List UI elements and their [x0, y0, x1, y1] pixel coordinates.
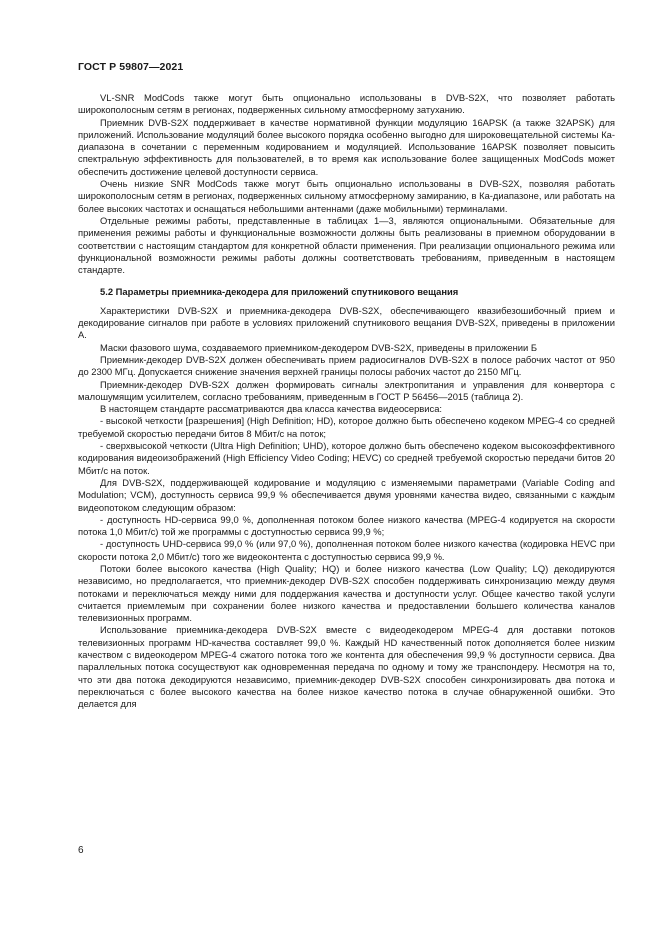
- list-item: - доступность HD-сервиса 99,0 %, дополненная потоком более низкого качества (MPEG-4 кодируется на скорости потока 1,0 Мбит/с) той же программы с доступностью сервиса 99,9 %;: [78, 513, 615, 538]
- paragraph: Характеристики DVB-S2X и приемника-декодера DVB-S2X, обеспечивающего квазибезошибочный прием и декодирование сигналов при работе в условиях приложений спутникового вещания DVB-S2X, приведены в приложении А.: [78, 304, 615, 341]
- paragraph: В настоящем стандарте рассматриваются два класса качества видеосервиса:: [100, 403, 443, 415]
- list-item: - сверхвысокой четкости (Ultra High Definition; UHD), которое должно быть обеспечено кодеком высокоэффективного кодирования видеоизображений (High Efficiency Video Coding; HEVC) со средней требуемой скоростью передачи битов 20 Мбит/с на поток.: [78, 440, 615, 476]
- paragraph: Приемник-декодер DVB-S2X должен обеспечивать прием радиосигналов DVB-S2X в полосе рабочих частот от 950 до 2300 МГц. Допускается снижение значения верхней границы полосы рабочих частот до 2150 МГц.: [78, 353, 615, 378]
- list-item: - доступность UHD-сервиса 99,0 % (или 97,0 %), дополненная потоком более низкого качества (кодировка HEVC при скорости потока 2,0 Мбит/с) того же видеоконтента с доступностью сервиса 99,9 %.: [78, 538, 615, 562]
- paragraph: VL-SNR ModCods также могут быть опционально использованы в DVB-S2X, что позволяет работать широкополосным сетям в регионах, подверженных сильному атмосферному затуханию.: [78, 92, 615, 116]
- paragraph: Приемник DVB-S2X поддерживает в качестве нормативной функции модуляцию 16APSK (а также 32APSK) для приложений. Использование модуляций более высокого порядка особенно выгодно для широковещательной системы Ка-диапазона в сочетании с переменным кодированием и модуляцией. Использование 16APSK позволяет повысить спектральную эффективность для пользователей, в то время как использование более защищенных ModCods может обеспечить достижение целевой доступности сервиса.: [78, 116, 615, 177]
- paragraph: Потоки более высокого качества (High Quality; HQ) и более низкого качества (Low Quality; LQ) декодируются независимо, но предполагается, что приемник-декодер DVB-S2X способен поддерживать синхронизацию между двумя потоками и переключаться между ними для поддержания качества и доступности услуг. Общее качество такой услуги считается приемлемым при сохранении более низкого качества и предоставлении большего количества каналов телевизионных программ.: [78, 562, 615, 624]
- page-number: 6: [78, 845, 84, 856]
- body-text: [78, 92, 615, 711]
- paragraph: Использование приемника-декодера DVB-S2X вместе с видеодекодером MPEG-4 для доставки потоков телевизионных программ HD-качества составляет 99,0 %. Каждый HD качественный поток дополняется более низким качеством с видеокодером MPEG-4 сжатого потока того же контента для обеспечения 99,9 % доступности сервиса. Два параллельных потока сосуществуют как одновременная передача по одному и тому же транспондеру. Несмотря на то, что эти два потока декодируются независимо, приемник-декодер DVB-S2X способен синхронизировать два потока и переключаться с более высокого качества на более низкое качество потока в случае обнаруженной ошибки. Это делается для: [78, 624, 615, 710]
- paragraph: Отдельные режимы работы, представленные в таблицах 1—3, являются опциональными. Обязательные для применения режимы работы и функциональные возможности должны быть реализованы в приемном оборудовании в соответствии с настоящим стандартом для конкретной области применения. При реализации опционального режима или функциональной возможности режимы работы должны соответствовать требованиям, приведенным в настоящем стандарте.: [78, 214, 615, 276]
- list-item: - высокой четкости [разрешения] (High Definition; HD), которое должно быть обеспечено кодеком MPEG-4 со средней требуемой скоростью передачи битов 8 Мбит/с на поток;: [78, 415, 615, 439]
- section-heading: 5.2 Параметры приемника-декодера для приложений спутникового вещания: [100, 286, 459, 298]
- page-header-standard-id: ГОСТ Р 59807—2021: [78, 61, 184, 73]
- paragraph: Маски фазового шума, создаваемого приемником-декодером DVB-S2X, приведены в приложении Б: [100, 341, 538, 353]
- paragraph: Очень низкие SNR ModCods также могут быть опционально использованы в DVB-S2X, позволяя работать широкополосным сетям в регионах, подверженных сильному атмосферному замиранию, в Ка-диапазоне, или работать на более высоких частотах и оснащаться небольшими антеннами (даже мобильными) терминалами.: [78, 178, 615, 214]
- paragraph: Для DVB-S2X, поддерживающей кодирование и модуляцию с изменяемыми параметрами (Variable Coding and Modulation; VCM), доступность сервиса 99,9 % обеспечивается двумя уровнями качества видео, связанными с каждым видеопотоком следующим образом:: [78, 476, 615, 513]
- paragraph: Приемник-декодер DVB-S2X должен формировать сигналы электропитания и управления для конвертора с малошумящим усилителем, согласно требованиям, приведенным в ГОСТ Р 56456—2015 (таблица 2).: [78, 378, 615, 402]
